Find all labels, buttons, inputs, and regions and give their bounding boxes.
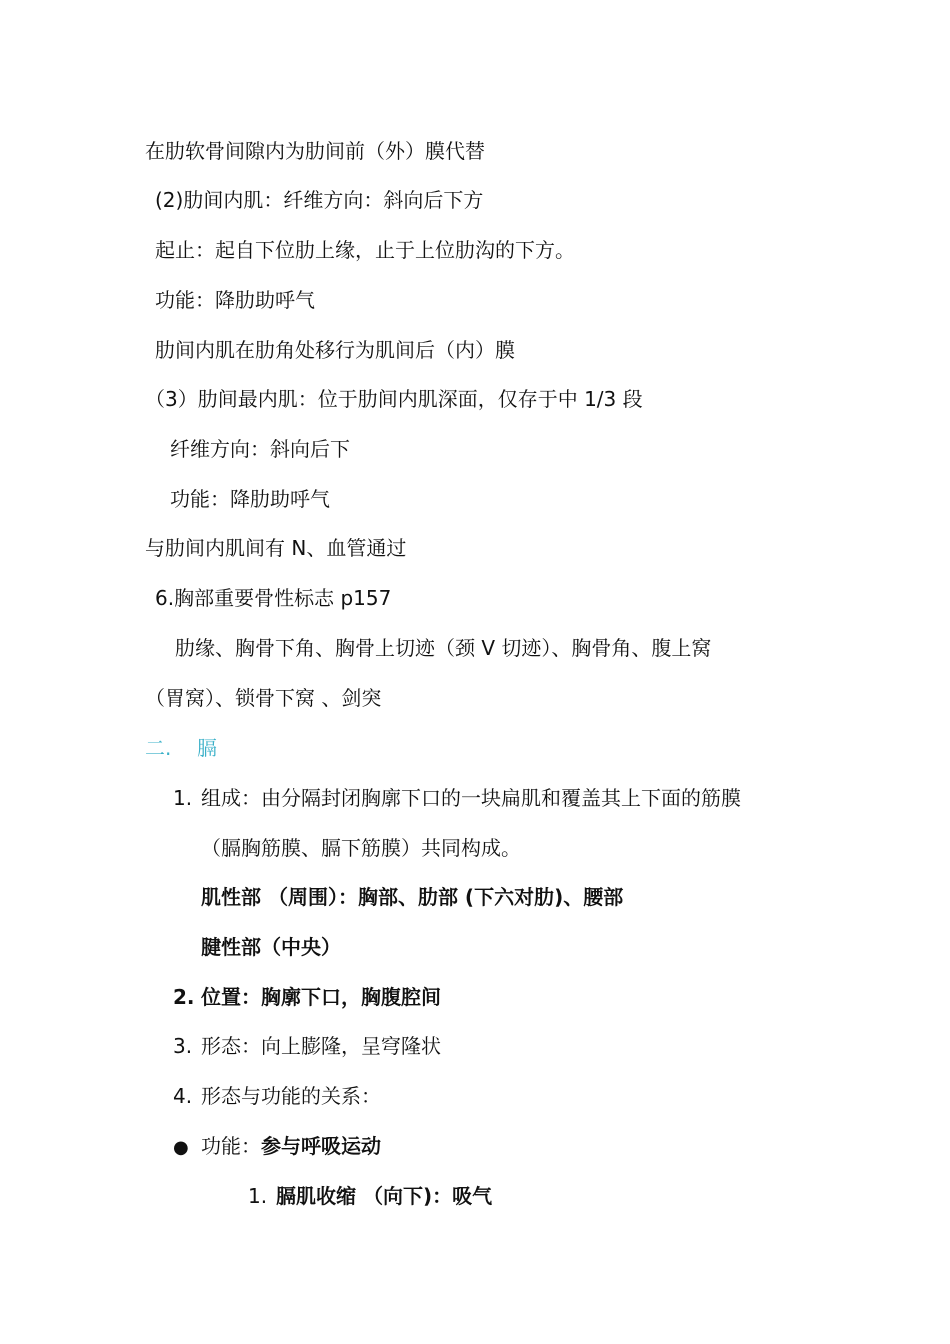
bullet-label: 功能：: [201, 1134, 261, 1158]
text-line: 与肋间内肌间有 N、血管通过: [145, 536, 407, 560]
list-item: [173, 1083, 381, 1109]
list-text: 位置：胸廓下口，胸腹腔间: [201, 985, 441, 1009]
list-number: 4.: [173, 1084, 193, 1108]
list-continuation: 腱性部（中央）: [201, 935, 341, 959]
list-item: [173, 785, 741, 811]
bullet-item: [173, 1133, 381, 1161]
section-number: 二.: [145, 736, 172, 760]
list-number: 2.: [173, 985, 195, 1009]
list-text: 形态与功能的关系：: [201, 1084, 381, 1108]
text-line: 功能：降肋助呼气: [170, 487, 330, 511]
list-number: 1.: [173, 786, 193, 810]
text-line: 肋间内肌在肋角处移行为肌间后（内）膜: [155, 338, 515, 362]
list-number: 3.: [173, 1034, 193, 1058]
list-text: 组成：由分隔封闭胸廓下口的一块扁肌和覆盖其上下面的筋膜: [201, 786, 741, 810]
bullet-icon: ●: [173, 1137, 189, 1158]
list-number: 1.: [248, 1184, 268, 1208]
list-continuation: （膈胸筋膜、膈下筋膜）共同构成。: [201, 836, 521, 860]
list-text: 形态：向上膨隆，呈穹隆状: [201, 1034, 441, 1058]
text-line: （胃窝）、锁骨下窝 、剑突: [145, 686, 382, 710]
sub-list-item: [248, 1183, 492, 1209]
bullet-text: 参与呼吸运动: [261, 1134, 381, 1158]
text-line: 在肋软骨间隙内为肋间前（外）膜代替: [145, 139, 485, 163]
text-line: 起止：起自下位肋上缘，止于上位肋沟的下方。: [155, 238, 575, 262]
list-item: [173, 1033, 441, 1059]
section-heading: [145, 735, 217, 761]
text-line: (2)肋间内肌：纤维方向：斜向后下方: [155, 188, 484, 212]
list-item: [173, 984, 441, 1010]
text-line: 纤维方向：斜向后下: [170, 437, 350, 461]
text-line: （3）肋间最内肌：位于肋间内肌深面，仅存于中 1/3 段: [145, 387, 643, 411]
list-continuation: 肌性部 （周围）：胸部、肋部 (下六对肋)、腰部: [201, 885, 624, 909]
text-line: 肋缘、胸骨下角、胸骨上切迹（颈 V 切迹）、胸骨角、腹上窝: [175, 636, 712, 660]
text-line: 6.胸部重要骨性标志 p157: [155, 586, 392, 610]
section-title: 膈: [197, 736, 217, 760]
text-line: 功能：降肋助呼气: [155, 288, 315, 312]
list-text: 膈肌收缩 （向下)：吸气: [276, 1184, 493, 1208]
